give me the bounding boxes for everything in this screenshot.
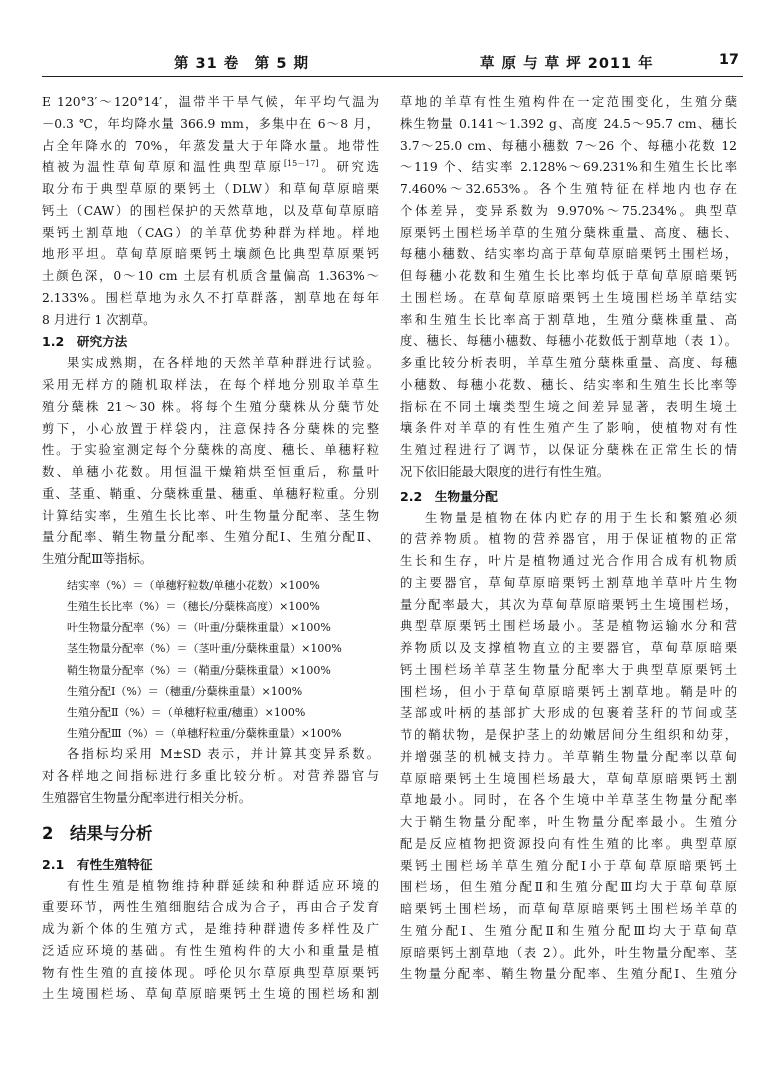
formula-stem-biomass-allocation: 茎生物量分配率（%）＝（茎叶重/分蘖株重量）×100% (67, 642, 342, 656)
text-line: 暗栗钙土围栏场，而草甸草原暗栗钙土围栏场羊草的 (400, 902, 737, 916)
text-line: 况下依旧能最大限度的进行有性生殖。 (400, 464, 610, 479)
text-line: 生殖器官生物量分配率进行相关分析。 (42, 790, 252, 805)
text-line: 的主要器官，草甸草原暗栗钙土割草地羊草叶片生物 (400, 575, 737, 590)
text-line: 率和生殖生长比率高于割草地，生殖分蘖株重量、高 (400, 312, 737, 327)
text-line: 7.460%～32.653%。各个生殖特征在样地内也存在 (400, 182, 737, 196)
text-line: 生殖过程进行了调节，以保证分蘖株在正常生长的情 (400, 443, 737, 457)
text-line: 壤条件对羊草的有性生殖产生了影响，使植物对有性 (400, 421, 737, 436)
section-heading-1-2: 1.2 研究方法 (42, 334, 128, 350)
biomass-paragraph (400, 508, 737, 987)
text-line: 量分配率最大，其次为草甸草原暗栗钙土生境围栏场， (400, 597, 737, 612)
text-line: 草原暗栗钙土生境围栏场最大，草甸草原暗栗钙土割 (400, 771, 737, 786)
right-column (400, 92, 737, 986)
text-line: 泛适应环境的基础。有性生殖构件的大小和重量是植 (42, 943, 379, 958)
formula-sheath-biomass-allocation: 鞘生物量分配率（%）＝（鞘重/分蘖株重量）×100% (67, 663, 331, 677)
study-area-paragraph (42, 92, 379, 331)
section-heading-2-1: 2.1 有性生殖特征 (42, 856, 153, 872)
text-line: 典型草原栗钙土围栏场最小。茎是植物运输水分和营 (400, 619, 737, 634)
text-line: 殖分蘖株 21～30 株。将每个生殖分蘖株从分蘖节处 (42, 399, 379, 414)
text-line: 草地最小。同时，在各个生境中羊草茎生物量分配率 (400, 793, 737, 808)
text-line: 土颜色深，0～10 cm 土层有机质含量偏高 1.363%～ (42, 269, 379, 283)
text-line: 有性生殖是植物维持种群延续和种群适应环境的 (67, 878, 379, 893)
text-line: 草地的羊草有性生殖构件在一定范围变化，生殖分蘖 (400, 95, 737, 109)
text-line: 的营养物质。植物的营养器官，用于保证植物的正常 (400, 532, 737, 547)
text-line: 各指标均采用 M±SD 表示，并计算其变异系数。 (67, 747, 379, 762)
text-line: 茎部或叶柄的基部扩大形成的包裹着茎秆的节间或茎 (400, 706, 737, 721)
journal-volume-issue: 第 31 卷 第 5 期 (174, 56, 309, 72)
text-line: 数、单穗小花数。用恒温干燥箱烘至恒重后，称量叶 (42, 465, 379, 479)
text-line: 生殖分配Ⅰ、生殖分配Ⅱ和生殖分配Ⅲ均大于草甸草 (400, 923, 737, 938)
formula-reproductive-allocation-2: 生殖分配Ⅱ（%）＝（单穗籽粒重/穗重）×100% (67, 705, 306, 719)
text-line: 多重比较分析表明，羊草生殖分蘖株重量、高度、每穗 (400, 356, 737, 370)
text-line: 钙土围栏场羊草茎生物量分配率大于典型草原栗钙土 (400, 662, 737, 677)
section-heading-2: 2 结果与分析 (42, 823, 153, 843)
text-line: 物有性生殖的直接体现。呼伦贝尔草原典型草原栗钙 (42, 965, 379, 980)
text-line: 性。于实验室测定每个分蘖株的高度、穗长、单穗籽粒 (42, 443, 379, 458)
text-line: 原栗钙土围栏场羊草的生殖分蘖株重量、高度、穗长、 (400, 225, 737, 240)
left-column (42, 92, 379, 1006)
text-line: 栗钙土割草地（CAG）的羊草优势种群为样地。样地 (42, 225, 379, 240)
text-line: 养物质以及支撑植物直立的主要器官，草甸草原暗栗 (400, 641, 737, 655)
text-line: 小穗数、每穗小花数、穗长、结实率和生殖生长比率等 (400, 377, 737, 392)
section-heading-2-2: 2.2 生物量分配 (400, 488, 498, 504)
journal-title-year: 草 原 与 草 坪 2011 年 (480, 56, 654, 72)
text-fragment: 植被为温性草甸草原和温性典型草原 (42, 160, 284, 175)
text-line: 果实成熟期，在各样地的天然羊草种群进行试验。 (67, 356, 379, 371)
text-line: 生物量分配率、鞘生物量分配率、生殖分配Ⅰ、生殖分 (400, 967, 737, 982)
text-line: 2.133%。围栏草地为永久不打草群落，割草地在每年 (42, 290, 379, 305)
text-line (42, 157, 379, 179)
text-line: 占全年降水的 70%，年蒸发量大于年降水量。地带性 (42, 138, 379, 153)
text-line: 地形平坦。草甸草原暗栗钙土壤颜色比典型草原栗钙 (42, 247, 379, 262)
methods-paragraph (42, 353, 379, 571)
formula-seed-setting-rate: 结实率（%）＝（单穗籽粒数/单穗小花数）×100% (67, 578, 320, 592)
formula-block (42, 575, 379, 745)
text-line: －0.3 ℃，年均降水量 366.9 mm，多集中在 6～8 月， (42, 116, 379, 131)
text-line: 计算结实率，生殖生长比率、叶生物量分配率、茎生物 (42, 508, 379, 523)
text-line: 度、穗长、每穗小穗数、每穗小花数低于割草地（表 1）。 (400, 334, 737, 349)
text-line: E 120°3′～120°14′，温带半干旱气候，年平均气温为 (42, 95, 379, 109)
text-line: 株生物量 0.141～1.392 g、高度 24.5～95.7 cm、穗长 (400, 116, 737, 131)
text-line: 并增强茎的机械支持力。羊草鞘生物量分配率以草甸 (400, 749, 737, 764)
text-line: 采用无样方的随机取样法，在每个样地分别取羊草生 (42, 378, 379, 392)
text-line: 对各样地之间指标进行多重比较分析。对营养器官与 (42, 769, 379, 783)
formula-reproductive-growth-ratio: 生殖生长比率（%）＝（穗长/分蘖株高度）×100% (67, 599, 320, 613)
text-line: 量分配率、鞘生物量分配率、生殖分配Ⅰ、生殖分配Ⅱ、 (42, 530, 379, 545)
text-line: 配是反应植物把资源投向有性生殖的比率。典型草原 (400, 836, 737, 851)
text-line: 每穗小穗数、结实率均高于草甸草原暗栗钙土围栏场， (400, 247, 737, 262)
statistics-paragraph (42, 744, 379, 809)
text-line: 但每穗小花数和生殖生长比率均低于草甸草原暗栗钙 (400, 269, 737, 283)
formula-reproductive-allocation-1: 生殖分配Ⅰ（%）＝（穗重/分蘖株重量）×100% (67, 684, 303, 698)
text-fragment: 。研究选 (318, 160, 379, 175)
text-line: 取分布于典型草原的栗钙土（DLW）和草甸草原暗栗 (42, 182, 379, 196)
running-header (42, 52, 743, 77)
text-line: 原暗栗钙土割草地（表 2）。此外，叶生物量分配率、茎 (400, 945, 737, 960)
text-line: 3.7～25.0 cm、每穗小穗数 7～26 个、每穗小花数 12 (400, 138, 737, 153)
text-line: 重、茎重、鞘重、分蘖株重量、穗重、单穗籽粒重。分别 (42, 486, 379, 501)
text-line: 生长和生存，叶片是植物通过光合作用合成有机物质 (400, 554, 737, 568)
text-line: 围栏场，但小于草甸草原暗栗钙土割草地。鞘是叶的 (400, 684, 737, 699)
text-line: ～119 个、结实率 2.128%～69.231%和生殖生长比率 (400, 160, 737, 175)
text-line: 生物量是植物在体内贮存的用于生长和繁殖必须 (425, 510, 737, 525)
text-line: 个体差异，变异系数为 9.970%～75.234%。典型草 (400, 203, 737, 218)
text-line: 剪下，小心放置于样袋内，注意保持各分蘖株的完整 (42, 421, 379, 436)
text-line: 钙土（CAW）的围栏保护的天然草地，以及草甸草原暗 (42, 203, 379, 218)
text-line: 栗钙土围栏场羊草生殖分配Ⅰ小于草甸草原暗栗钙土 (400, 858, 737, 873)
reproduction-paragraph-continued (400, 92, 737, 484)
text-line: 8 月进行 1 次割草。 (42, 312, 156, 327)
citation-ref: [15－17] (283, 159, 319, 169)
text-line: 土生境围栏场、草甸草原暗栗钙土生境的围栏场和割 (42, 987, 379, 1002)
text-line: 大于鞘生物量分配率，叶生物量分配率最小。生殖分 (400, 815, 737, 829)
reproduction-paragraph (42, 876, 379, 1007)
text-line: 成为新个体的生殖方式，是维持种群遗传多样性及广 (42, 922, 379, 936)
text-line: 围栏场，但生殖分配Ⅱ和生殖分配Ⅲ均大于草甸草原 (400, 880, 737, 895)
text-line: 重要环节，两性生殖细胞结合成为合子，再由合子发育 (42, 900, 379, 915)
text-line: 土围栏场。在草甸草原暗栗钙土生境围栏场羊草结实 (400, 290, 737, 305)
text-line: 指标在不同土壤类型生境之间差异显著，表明生境土 (400, 399, 737, 414)
text-line: 节的鞘状物，是保护茎上的幼嫩居间分生组织和幼芽， (400, 728, 737, 742)
text-line: 生殖分配Ⅲ等指标。 (42, 552, 153, 566)
formula-reproductive-allocation-3: 生殖分配Ⅲ（%）＝（单穗籽粒重/分蘖株重量）×100% (67, 727, 342, 741)
formula-leaf-biomass-allocation: 叶生物量分配率（%）＝（叶重/分蘖株重量）×100% (67, 621, 331, 635)
page-number: 17 (718, 52, 739, 68)
